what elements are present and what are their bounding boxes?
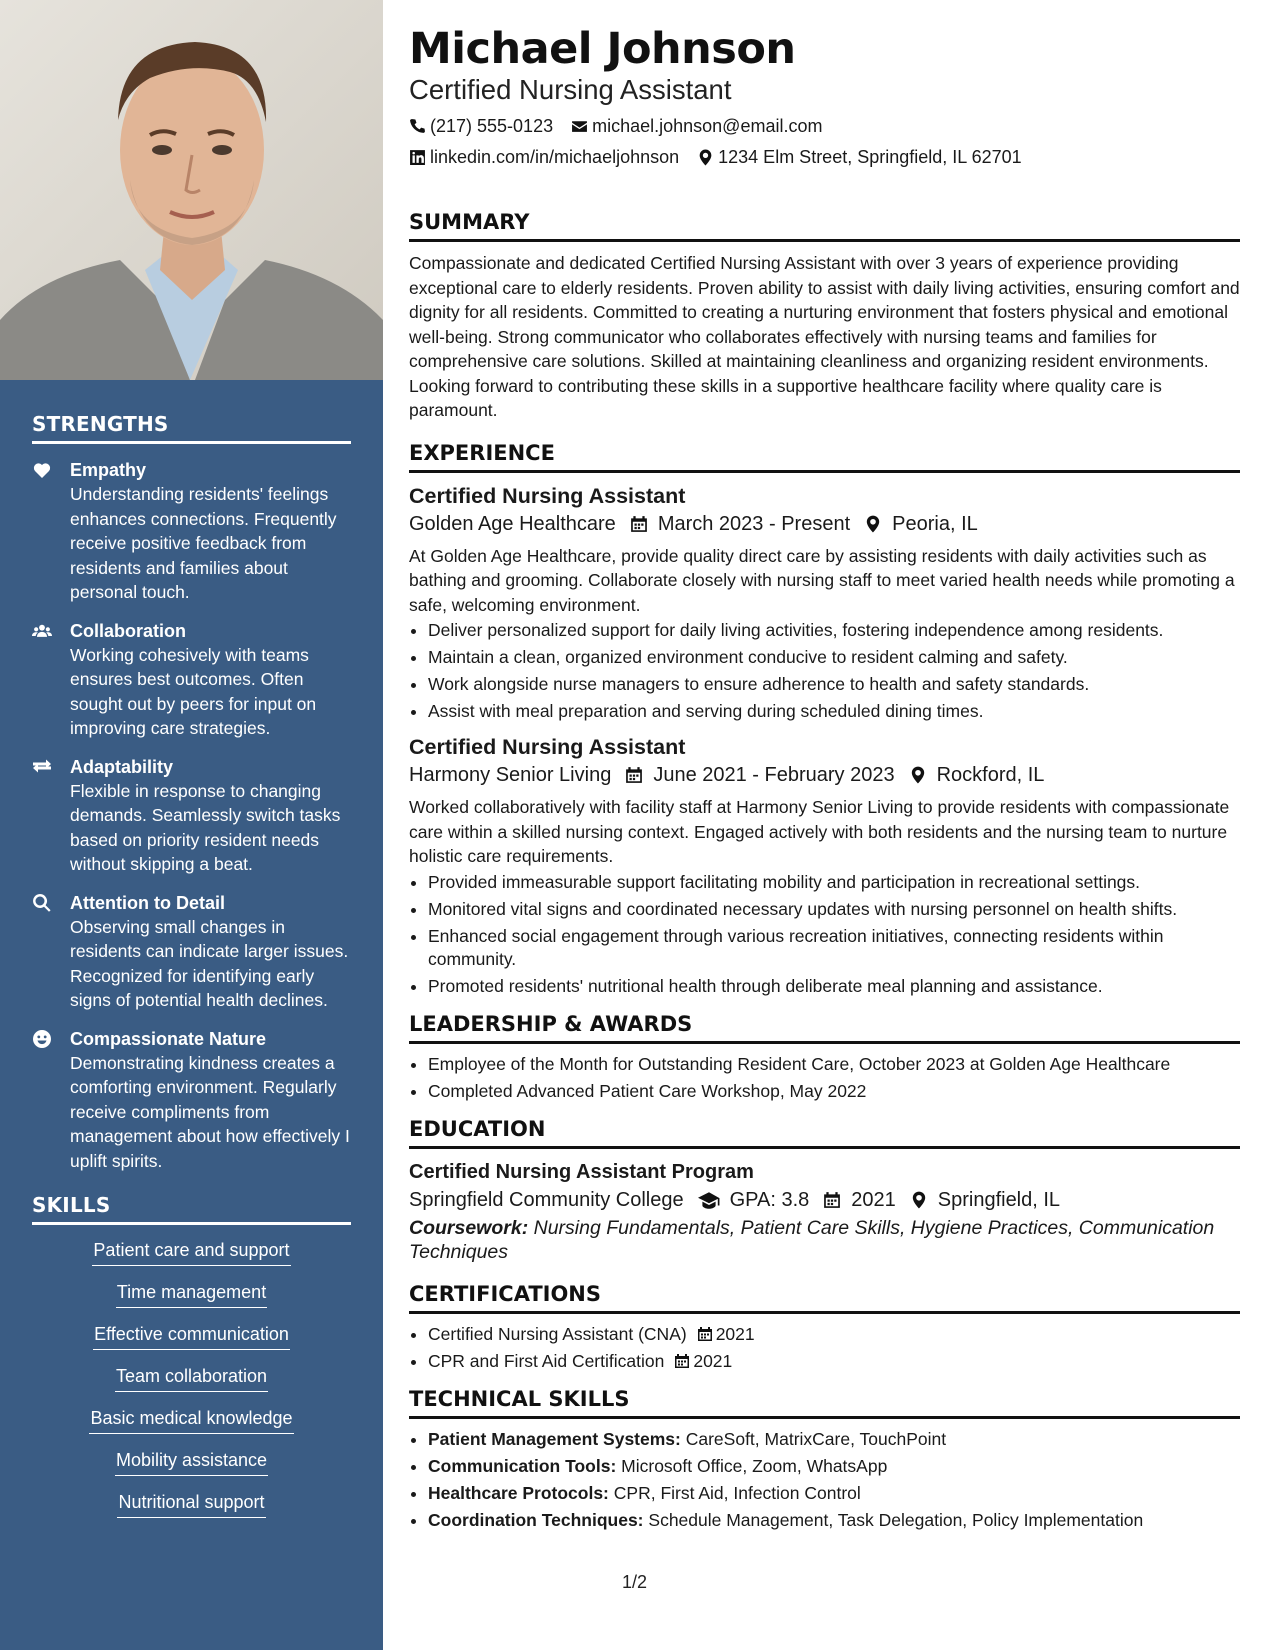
sidebar: [0, 0, 383, 1650]
profile-photo: [0, 0, 383, 380]
list-item: • Deliver personalized support for daily living activities, fostering independence among residents.: [428, 619, 1240, 642]
education-meta: [409, 1186, 1240, 1214]
program-name: Certified Nursing Assistant Program: [409, 1160, 754, 1183]
list-item: • Provided immeasurable support facilitating mobility and participation in recreational settings.: [428, 871, 1240, 894]
skill-item: [32, 1279, 351, 1308]
strength-item: [32, 891, 351, 1013]
list-item: • Monitored vital signs and coordinated necessary updates with nursing personnel on health shifts.: [428, 898, 1240, 921]
page-indicator: 1/2: [622, 1572, 648, 1592]
leadership-heading: LEADERSHIP & AWARDS: [409, 1012, 1240, 1044]
strength-item: [32, 458, 351, 605]
calendar-icon: [674, 1353, 690, 1369]
skill-item: [32, 1363, 351, 1392]
phone-text: (217) 555-0123: [430, 116, 554, 136]
education-section: [409, 1117, 1240, 1264]
job-meta: [409, 761, 1240, 789]
list-item: • Work alongside nurse managers to ensure adherence to health and safety standards.: [428, 673, 1240, 696]
strength-name: Empathy: [70, 460, 147, 480]
strength-description: Working cohesively with teams ensures best outcomes. Often sought out by peers for input on improving care strategies.: [70, 644, 317, 738]
email-contact[interactable]: [571, 115, 822, 137]
location-pin-icon: [697, 149, 714, 166]
skill-label: Time management: [116, 1279, 267, 1308]
education-year: 2021: [851, 1188, 896, 1211]
strength-name: Collaboration: [70, 620, 186, 641]
linkedin-contact[interactable]: [409, 146, 679, 168]
calendar-icon: [823, 1191, 841, 1209]
smile-icon: [32, 1027, 70, 1174]
graduation-cap-icon: [698, 1191, 720, 1209]
certifications-list: [409, 1323, 1240, 1373]
cert-year: 2021: [715, 1323, 755, 1344]
search-icon: [32, 891, 70, 1013]
technical-skills-heading: TECHNICAL SKILLS: [409, 1387, 1240, 1419]
job-entry: [409, 482, 1240, 724]
list-item: • Enhanced social engagement through various recreation initiatives, connecting residents within community.: [428, 925, 1240, 971]
tech-value: CPR, First Aid, Infection Control: [613, 1482, 861, 1503]
strength-name: Attention to Detail: [70, 892, 225, 913]
education-location: Springfield, IL: [937, 1188, 1061, 1211]
gpa: GPA: 3.8: [729, 1188, 810, 1211]
exchange-icon: [32, 755, 70, 877]
strength-item: [32, 619, 351, 741]
strength-item: [32, 755, 351, 877]
technical-skills-list: [409, 1428, 1240, 1532]
skill-label: Patient care and support: [92, 1237, 290, 1266]
users-icon: [32, 619, 70, 741]
address-text: 1234 Elm Street, Springfield, IL 62701: [718, 147, 1022, 167]
skill-item: [32, 1405, 351, 1434]
certifications-heading: CERTIFICATIONS: [409, 1282, 1240, 1314]
list-item: • Completed Advanced Patient Care Workshop, May 2022: [428, 1080, 1240, 1103]
coursework-label: Coursework:: [409, 1216, 529, 1239]
envelope-icon: [571, 118, 588, 135]
certifications-section: [409, 1282, 1240, 1373]
job-location: Peoria, IL: [892, 512, 978, 535]
summary-section: [409, 210, 1240, 423]
school-name: Springfield Community College: [409, 1188, 684, 1211]
cert-year: 2021: [693, 1350, 733, 1371]
summary-text: Compassionate and dedicated Certified Nursing Assistant with over 3 years of experience providing exceptional care to elderly residents. Proven ability to assist with daily living activities, ensuring comfort and dignity for all residents. Committed to creating a nurturing environment that fosters physical and emotional well-being. Strong communicator who collaborates effectively with nursing teams and families for comprehensive care solutions. Skilled at maintaining cleanliness and organizing resident environments. Looking forward to contributing these skills in a supportive healthcare facility where quality care is paramount.: [409, 253, 1240, 420]
linkedin-text: linkedin.com/in/michaeljohnson: [430, 147, 680, 167]
job-bullets: [409, 871, 1240, 998]
job-title: Certified Nursing Assistant: [409, 735, 686, 759]
list-item: [428, 1482, 1240, 1505]
calendar-icon: [625, 766, 643, 784]
skill-label: Effective communication: [93, 1321, 290, 1350]
strength-name: Compassionate Nature: [70, 1028, 267, 1049]
skill-item: [32, 1447, 351, 1476]
phone-contact[interactable]: [409, 115, 553, 137]
job-dates: June 2021 - February 2023: [653, 764, 895, 786]
skills-heading: SKILLS: [32, 1193, 351, 1225]
list-item: [428, 1428, 1240, 1451]
leadership-list: [409, 1053, 1240, 1103]
tech-value: Microsoft Office, Zoom, WhatsApp: [621, 1455, 888, 1476]
heart-icon: [32, 458, 70, 605]
strength-name: Adaptability: [70, 756, 174, 777]
summary-heading: SUMMARY: [409, 210, 1240, 242]
address-contact: [697, 146, 1022, 168]
strength-description: Flexible in response to changing demands. Seamlessly switch tasks based on priority resident needs without skipping a beat.: [70, 780, 341, 874]
candidate-title: Certified Nursing Assistant: [409, 74, 732, 105]
skill-item: [32, 1321, 351, 1350]
job-bullets: [409, 619, 1240, 723]
tech-label: Patient Management Systems:: [428, 1428, 681, 1449]
strength-description: Demonstrating kindness creates a comforting environment. Regularly receive compliments from management about how effectively I uplift spirits.: [70, 1052, 350, 1171]
tech-label: Coordination Techniques:: [428, 1509, 644, 1530]
main-content: [409, 22, 1240, 1536]
company-name: Harmony Senior Living: [409, 764, 612, 786]
technical-skills-section: [409, 1387, 1240, 1532]
coursework-text: Nursing Fundamentals, Patient Care Skills, Hygiene Practices, Communication Techniques: [409, 1216, 1215, 1263]
list-item: • Promoted residents' nutritional health through deliberate meal planning and assistance.: [428, 975, 1240, 998]
list-item: • Assist with meal preparation and serving during scheduled dining times.: [428, 700, 1240, 723]
skill-item: [32, 1237, 351, 1266]
tech-label: Communication Tools:: [428, 1455, 617, 1476]
education-heading: EDUCATION: [409, 1117, 1240, 1149]
skill-label: Nutritional support: [117, 1489, 265, 1518]
list-item: [428, 1455, 1240, 1478]
strengths-heading: STRENGTHS: [32, 412, 351, 444]
linkedin-icon: [409, 149, 426, 166]
job-entry: [409, 733, 1240, 998]
cert-name: CPR and First Aid Certification: [428, 1350, 665, 1371]
list-item: • Employee of the Month for Outstanding Resident Care, October 2023 at Golden Age Healthcare: [428, 1053, 1240, 1076]
skill-label: Team collaboration: [115, 1363, 268, 1392]
skill-label: Basic medical knowledge: [89, 1405, 293, 1434]
candidate-name: Michael Johnson: [409, 24, 796, 74]
contact-row: [409, 146, 1240, 168]
strength-item: [32, 1027, 351, 1174]
job-meta: [409, 510, 1240, 538]
job-title: Certified Nursing Assistant: [409, 483, 686, 508]
skill-label: Mobility assistance: [115, 1447, 268, 1476]
experience-section: [409, 441, 1240, 998]
company-name: Golden Age Healthcare: [409, 512, 616, 535]
cert-name: Certified Nursing Assistant (CNA): [428, 1323, 687, 1344]
strength-description: Observing small changes in residents can indicate larger issues. Recognized for identifying early signs of potential health declines.: [70, 916, 349, 1010]
calendar-icon: [697, 1326, 713, 1342]
leadership-section: [409, 1012, 1240, 1103]
phone-icon: [409, 118, 426, 135]
list-item: [428, 1350, 1240, 1373]
tech-label: Healthcare Protocols:: [428, 1482, 609, 1503]
email-text: michael.johnson@email.com: [592, 116, 823, 136]
contact-row: [409, 115, 1240, 137]
strength-description: Understanding residents' feelings enhances connections. Frequently receive positive feedback from residents and families about personal touch.: [70, 484, 337, 602]
job-description: Worked collaboratively with facility staff at Harmony Senior Living to provide residents with compassionate care within a skilled nursing context. Engaged actively with both residents and the nursing team to nurture holistic care requirements.: [409, 797, 1230, 866]
list-item: [428, 1509, 1240, 1532]
list-item: • Maintain a clean, organized environment conducive to resident calming and safety.: [428, 646, 1240, 669]
calendar-icon: [630, 515, 648, 533]
skill-item: [32, 1489, 351, 1518]
tech-value: CareSoft, MatrixCare, TouchPoint: [685, 1428, 947, 1449]
tech-value: Schedule Management, Task Delegation, Policy Implementation: [648, 1509, 1144, 1530]
location-pin-icon: [910, 1191, 928, 1209]
job-location: Rockford, IL: [936, 764, 1045, 786]
experience-heading: EXPERIENCE: [409, 441, 1240, 473]
list-item: [428, 1323, 1240, 1346]
job-dates: March 2023 - Present: [657, 512, 851, 535]
job-description: At Golden Age Healthcare, provide quality direct care by assisting residents with daily activities such as bathing and grooming. Collaborate closely with nursing staff to meet varied health needs while promoting a safe, welcoming environment.: [409, 545, 1235, 615]
location-pin-icon: [909, 766, 927, 784]
location-pin-icon: [864, 515, 882, 533]
coursework: [409, 1216, 1240, 1264]
